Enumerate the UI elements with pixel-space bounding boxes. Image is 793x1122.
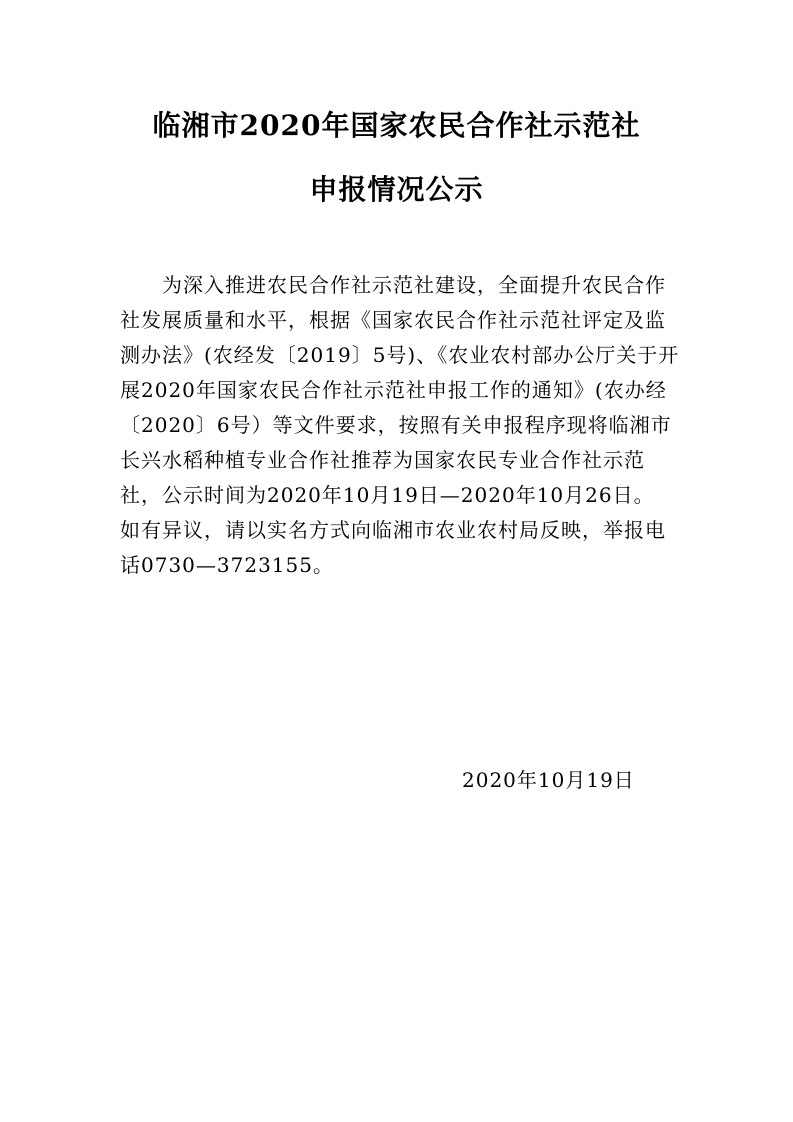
body-line: 〔2020〕6号）等文件要求，按照有关申报程序现将临湘市 <box>120 413 672 437</box>
body-line: 话0730—3723155。 <box>120 553 334 577</box>
body-line: 展2020年国家农民合作社示范社申报工作的通知》(农办经 <box>120 378 667 402</box>
document-subtitle: 申报情况公示 <box>309 173 484 206</box>
body-line: 测办法》(农经发〔2019〕5号)、《农业农村部办公厅关于开 <box>120 343 680 367</box>
body-line: 社，公示时间为2020年10月19日—2020年10月26日。 <box>120 483 655 507</box>
body-line: 为深入推进农民合作社示范社建设，全面提升农民合作 <box>162 273 666 297</box>
document-date: 2020年10月19日 <box>462 768 635 792</box>
document-title: 临湘市2020年国家农民合作社示范社 <box>152 109 641 142</box>
body-line: 如有异议，请以实名方式向临湘市农业农村局反映，举报电 <box>120 518 666 542</box>
body-line: 长兴水稻种植专业合作社推荐为国家农民专业合作社示范 <box>120 448 645 472</box>
body-line: 社发展质量和水平，根据《国家农民合作社示范社评定及监 <box>120 308 666 332</box>
